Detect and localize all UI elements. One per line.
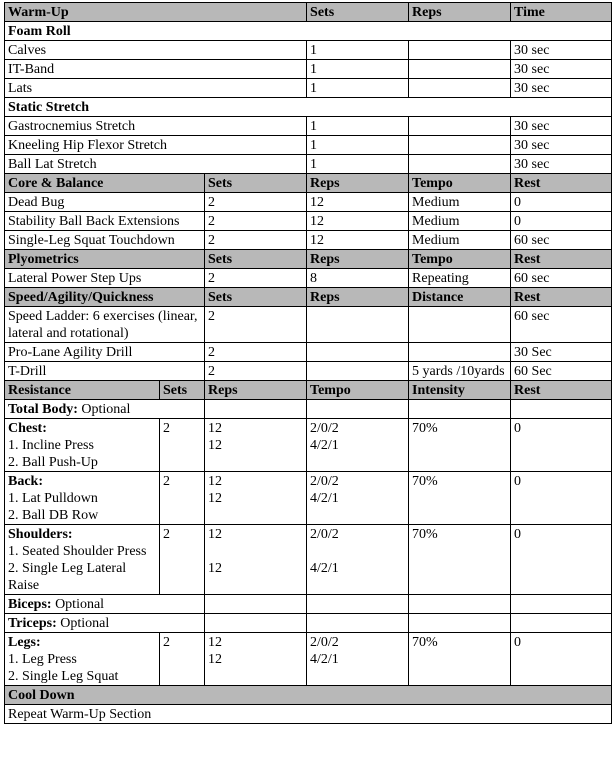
exercise-sets: 2 xyxy=(205,231,307,250)
exercise-name: Lats xyxy=(5,79,307,98)
exercise-rest: 0 xyxy=(511,419,612,472)
exercise-reps: 12 xyxy=(307,193,409,212)
resistance-header-tempo: Tempo xyxy=(307,381,409,400)
exercise-tempo: Medium xyxy=(409,231,511,250)
exercise-reps: 12 xyxy=(307,212,409,231)
table-row xyxy=(5,705,612,724)
tempo-value: 2/0/2 xyxy=(310,635,339,650)
exercise-rest: 60 sec xyxy=(511,269,612,288)
exercise-reps xyxy=(205,419,307,472)
table-row xyxy=(5,633,612,686)
biceps-note: Optional xyxy=(51,597,105,612)
reps-value: 12 xyxy=(208,561,222,576)
triceps-note: Optional xyxy=(56,616,110,631)
exercise-name: 1. Leg Press xyxy=(8,652,77,667)
resistance-header-sets: Sets xyxy=(160,381,205,400)
exercise-sets: 2 xyxy=(205,362,307,381)
exercise-reps xyxy=(409,155,511,174)
exercise-reps xyxy=(409,117,511,136)
exercise-reps xyxy=(205,472,307,525)
tempo-value: 4/2/1 xyxy=(310,561,339,576)
core-header-sets: Sets xyxy=(205,174,307,193)
back-cell xyxy=(5,472,160,525)
exercise-name: Calves xyxy=(5,41,307,60)
back-label: Back: xyxy=(8,474,43,489)
plyo-header-tempo: Tempo xyxy=(409,250,511,269)
exercise-rest: 0 xyxy=(511,472,612,525)
exercise-time: 30 sec xyxy=(511,117,612,136)
exercise-name: 1. Lat Pulldown xyxy=(8,491,98,506)
legs-cell xyxy=(5,633,160,686)
exercise-sets: 1 xyxy=(307,155,409,174)
exercise-intensity: 70% xyxy=(409,633,511,686)
exercise-rest: 60 sec xyxy=(511,231,612,250)
exercise-reps xyxy=(307,307,409,343)
resistance-header-row xyxy=(5,381,612,400)
exercise-sets: 1 xyxy=(307,79,409,98)
exercise-rest: 60 Sec xyxy=(511,362,612,381)
exercise-name: Speed Ladder: 6 exercises (linear, lateral and rotational) xyxy=(5,307,205,343)
warmup-header-row xyxy=(5,3,612,22)
warmup-header-title: Warm-Up xyxy=(5,3,307,22)
warmup-header-sets: Sets xyxy=(307,3,409,22)
exercise-sets: 2 xyxy=(160,633,205,686)
tempo-value: 4/2/1 xyxy=(310,652,339,667)
table-row xyxy=(5,231,612,250)
exercise-sets: 1 xyxy=(307,41,409,60)
tempo-value: 2/0/2 xyxy=(310,421,339,436)
table-row xyxy=(5,614,612,633)
exercise-time: 30 sec xyxy=(511,79,612,98)
exercise-sets: 1 xyxy=(307,136,409,155)
table-row xyxy=(5,525,612,595)
exercise-reps xyxy=(409,41,511,60)
exercise-name: IT-Band xyxy=(5,60,307,79)
table-row xyxy=(5,307,612,343)
table-row xyxy=(5,193,612,212)
exercise-tempo: Medium xyxy=(409,193,511,212)
core-header-row xyxy=(5,174,612,193)
plyo-header-title: Plyometrics xyxy=(5,250,205,269)
cooldown-title: Cool Down xyxy=(5,686,612,705)
total-body-label: Total Body: xyxy=(8,402,78,417)
table-row xyxy=(5,136,612,155)
exercise-sets: 2 xyxy=(205,269,307,288)
shoulders-cell xyxy=(5,525,160,595)
saq-header-row xyxy=(5,288,612,307)
exercise-intensity: 70% xyxy=(409,472,511,525)
biceps-cell xyxy=(5,595,205,614)
resistance-header-reps: Reps xyxy=(205,381,307,400)
core-header-reps: Reps xyxy=(307,174,409,193)
exercise-name: 2. Ball DB Row xyxy=(8,508,99,523)
exercise-sets: 2 xyxy=(205,307,307,343)
exercise-rest: 0 xyxy=(511,212,612,231)
warmup-header-time: Time xyxy=(511,3,612,22)
exercise-name: 2. Single Leg Lateral Raise xyxy=(8,561,127,593)
exercise-tempo xyxy=(307,472,409,525)
foam-roll-title: Foam Roll xyxy=(5,22,612,41)
saq-header-title: Speed/Agility/Quickness xyxy=(5,288,205,307)
table-row xyxy=(5,472,612,525)
workout-table xyxy=(4,2,612,724)
exercise-tempo: Medium xyxy=(409,212,511,231)
exercise-name: Stability Ball Back Extensions xyxy=(5,212,205,231)
table-row xyxy=(5,117,612,136)
static-stretch-title: Static Stretch xyxy=(5,98,612,117)
chest-label: Chest: xyxy=(8,421,47,436)
exercise-sets: 2 xyxy=(160,525,205,595)
tempo-value: 4/2/1 xyxy=(310,491,339,506)
exercise-name: Pro-Lane Agility Drill xyxy=(5,343,205,362)
exercise-reps xyxy=(205,525,307,595)
reps-value: 12 xyxy=(208,527,222,542)
exercise-reps xyxy=(307,362,409,381)
tempo-value: 2/0/2 xyxy=(310,527,339,542)
table-row xyxy=(5,400,612,419)
exercise-name: 2. Single Leg Squat xyxy=(8,669,119,684)
exercise-distance xyxy=(409,343,511,362)
exercise-sets: 2 xyxy=(205,343,307,362)
exercise-reps: 12 xyxy=(307,231,409,250)
exercise-name: 2. Ball Push-Up xyxy=(8,455,98,470)
saq-header-reps: Reps xyxy=(307,288,409,307)
core-header-title: Core & Balance xyxy=(5,174,205,193)
reps-value: 12 xyxy=(208,474,222,489)
exercise-time: 30 sec xyxy=(511,136,612,155)
table-row xyxy=(5,419,612,472)
table-row xyxy=(5,212,612,231)
warmup-header-reps: Reps xyxy=(409,3,511,22)
exercise-tempo xyxy=(307,633,409,686)
exercise-tempo: Repeating xyxy=(409,269,511,288)
chest-cell xyxy=(5,419,160,472)
shoulders-label: Shoulders: xyxy=(8,527,73,542)
table-row xyxy=(5,60,612,79)
table-row xyxy=(5,595,612,614)
exercise-sets: 1 xyxy=(307,117,409,136)
exercise-name: Kneeling Hip Flexor Stretch xyxy=(5,136,307,155)
core-header-tempo: Tempo xyxy=(409,174,511,193)
foam-roll-subheader xyxy=(5,22,612,41)
saq-header-rest: Rest xyxy=(511,288,612,307)
exercise-distance xyxy=(409,307,511,343)
triceps-label: Triceps: xyxy=(8,616,57,631)
exercise-name: 1. Incline Press xyxy=(8,438,94,453)
reps-value: 12 xyxy=(208,652,222,667)
exercise-intensity: 70% xyxy=(409,419,511,472)
tempo-value: 2/0/2 xyxy=(310,474,339,489)
tempo-value: 4/2/1 xyxy=(310,438,339,453)
exercise-sets: 2 xyxy=(160,472,205,525)
exercise-sets: 2 xyxy=(205,193,307,212)
exercise-rest: 0 xyxy=(511,525,612,595)
exercise-rest: 0 xyxy=(511,633,612,686)
exercise-rest: 30 Sec xyxy=(511,343,612,362)
resistance-header-rest: Rest xyxy=(511,381,612,400)
exercise-reps xyxy=(409,60,511,79)
exercise-rest: 0 xyxy=(511,193,612,212)
reps-value: 12 xyxy=(208,438,222,453)
exercise-sets: 1 xyxy=(307,60,409,79)
plyo-header-row xyxy=(5,250,612,269)
exercise-time: 30 sec xyxy=(511,41,612,60)
exercise-reps: 8 xyxy=(307,269,409,288)
plyo-header-sets: Sets xyxy=(205,250,307,269)
table-row xyxy=(5,269,612,288)
reps-value: 12 xyxy=(208,491,222,506)
exercise-time: 30 sec xyxy=(511,60,612,79)
exercise-reps xyxy=(307,343,409,362)
cooldown-text: Repeat Warm-Up Section xyxy=(5,705,612,724)
static-stretch-subheader xyxy=(5,98,612,117)
exercise-reps xyxy=(409,136,511,155)
exercise-name: T-Drill xyxy=(5,362,205,381)
exercise-time: 30 sec xyxy=(511,155,612,174)
reps-value: 12 xyxy=(208,635,222,650)
exercise-name: Gastrocnemius Stretch xyxy=(5,117,307,136)
table-row xyxy=(5,79,612,98)
exercise-name: Lateral Power Step Ups xyxy=(5,269,205,288)
total-body-cell xyxy=(5,400,205,419)
exercise-sets: 2 xyxy=(160,419,205,472)
exercise-reps xyxy=(409,79,511,98)
table-row xyxy=(5,155,612,174)
exercise-tempo xyxy=(307,525,409,595)
table-row xyxy=(5,41,612,60)
exercise-distance: 5 yards /10yards xyxy=(409,362,511,381)
total-body-note: Optional xyxy=(77,402,131,417)
resistance-header-intensity: Intensity xyxy=(409,381,511,400)
exercise-sets: 2 xyxy=(205,212,307,231)
plyo-header-rest: Rest xyxy=(511,250,612,269)
exercise-reps xyxy=(205,633,307,686)
core-header-rest: Rest xyxy=(511,174,612,193)
saq-header-distance: Distance xyxy=(409,288,511,307)
triceps-cell xyxy=(5,614,205,633)
legs-label: Legs: xyxy=(8,635,41,650)
exercise-name: Ball Lat Stretch xyxy=(5,155,307,174)
cooldown-header-row xyxy=(5,686,612,705)
exercise-name: 1. Seated Shoulder Press xyxy=(8,544,147,559)
table-row xyxy=(5,343,612,362)
saq-header-sets: Sets xyxy=(205,288,307,307)
reps-value: 12 xyxy=(208,421,222,436)
plyo-header-reps: Reps xyxy=(307,250,409,269)
exercise-rest: 60 sec xyxy=(511,307,612,343)
resistance-header-title: Resistance xyxy=(5,381,160,400)
exercise-tempo xyxy=(307,419,409,472)
table-row xyxy=(5,362,612,381)
biceps-label: Biceps: xyxy=(8,597,52,612)
exercise-name: Single-Leg Squat Touchdown xyxy=(5,231,205,250)
exercise-intensity: 70% xyxy=(409,525,511,595)
exercise-name: Dead Bug xyxy=(5,193,205,212)
